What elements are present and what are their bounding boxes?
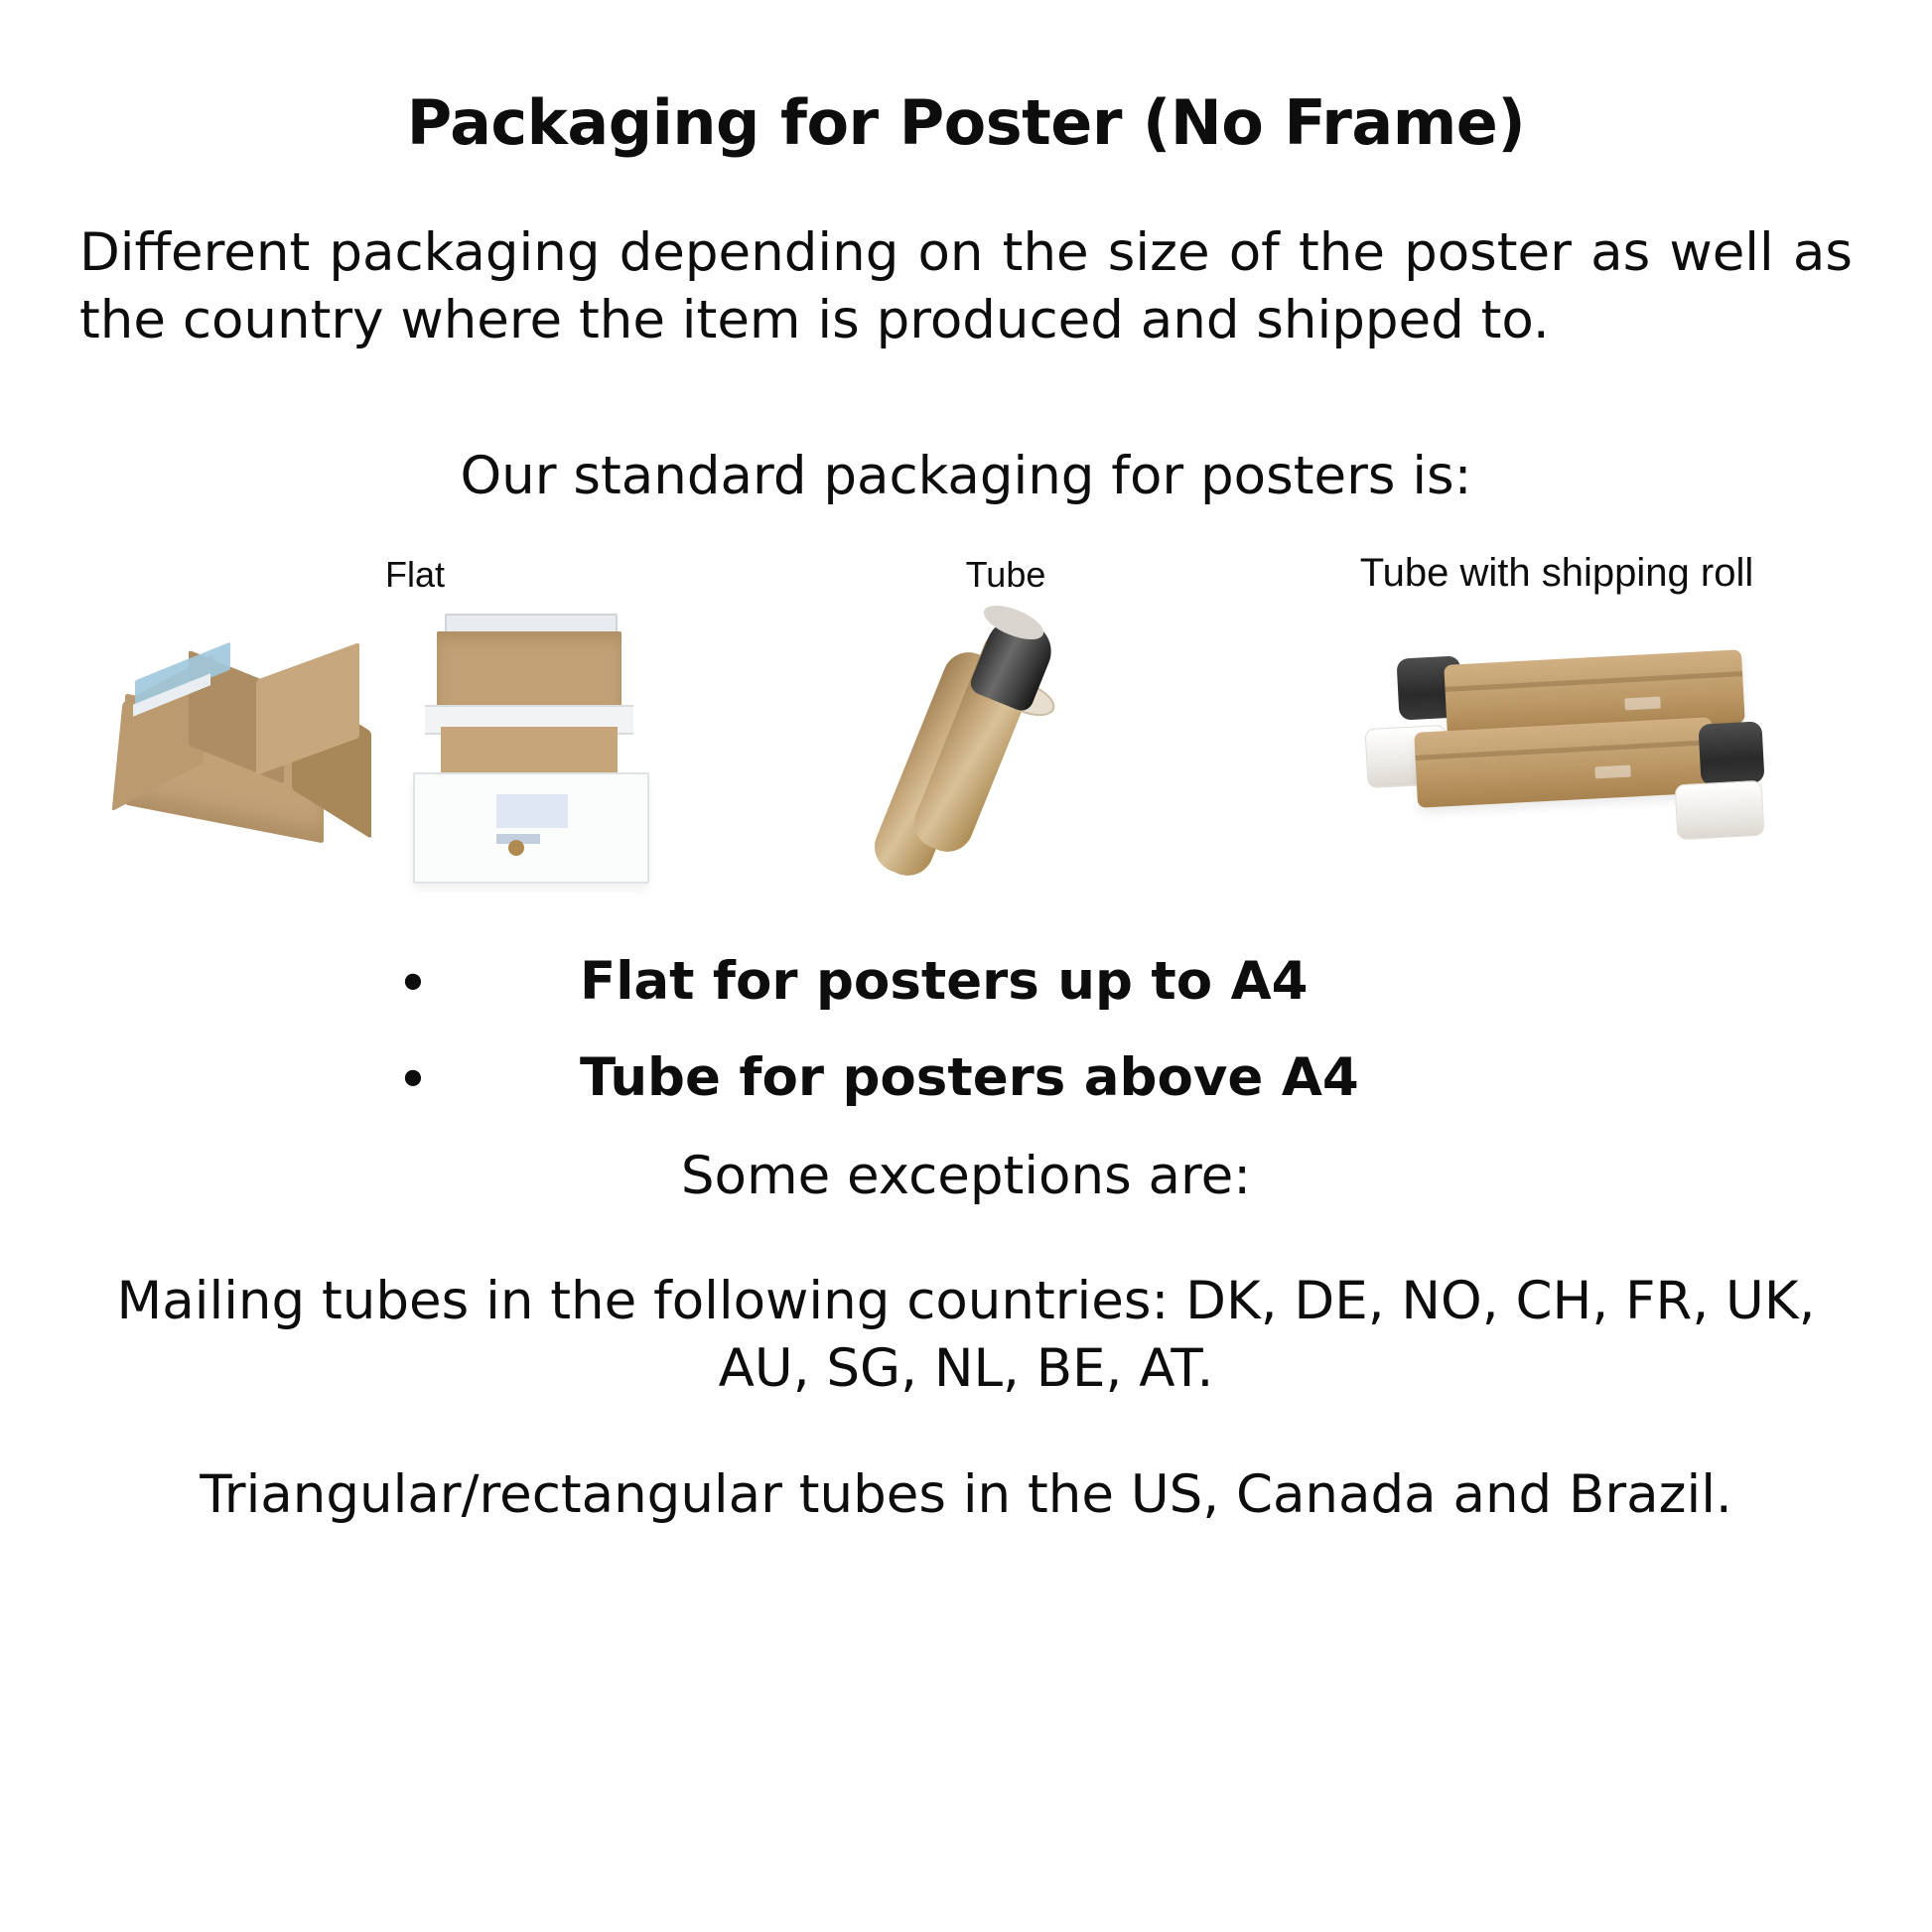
flat-box-icon xyxy=(107,606,723,894)
packaging-options-row xyxy=(77,550,1855,894)
packaging-option-tube-with-roll xyxy=(1279,551,1835,894)
packaging-option-tube xyxy=(842,554,1170,894)
bullet-marker: • xyxy=(398,955,428,1010)
page-title: Packaging for Poster (No Frame) xyxy=(406,86,1526,159)
exception-final-text: Triangular/rectangular tubes in the US, Canada and Brazil. xyxy=(200,1463,1732,1525)
list-item xyxy=(77,951,1855,1012)
packaging-option-flat xyxy=(97,554,733,894)
mailing-tube-icon xyxy=(857,606,1155,894)
packaging-rules-list xyxy=(77,951,1855,1108)
exceptions-heading: Some exceptions are: xyxy=(680,1145,1252,1206)
packaging-option-tube-with-roll-label: Tube with shipping roll xyxy=(1359,550,1754,595)
packaging-option-flat-label: Flat xyxy=(384,553,445,595)
bullet-marker: • xyxy=(398,1051,428,1106)
packaging-option-tube-label: Tube xyxy=(965,553,1046,595)
tube-with-shipping-roll-icon xyxy=(1289,606,1825,894)
standard-packaging-line: Our standard packaging for posters is: xyxy=(460,445,1472,506)
bullet-text: Tube for posters above A4 xyxy=(580,1046,1359,1108)
bullet-text: Flat for posters up to A4 xyxy=(580,950,1309,1012)
flat-mailer-box-icon xyxy=(405,614,653,887)
intro-paragraph: Different packaging depending on the size of the poster as well as the country where the item is produced and shipped to. xyxy=(79,222,1853,351)
exception-countries-text: Mailing tubes in the following countries: DK, DE, NO, CH, FR, UK, AU, SG, NL, BE, AT. xyxy=(116,1270,1816,1399)
list-item xyxy=(77,1047,1855,1108)
open-flat-box-icon xyxy=(117,655,375,844)
